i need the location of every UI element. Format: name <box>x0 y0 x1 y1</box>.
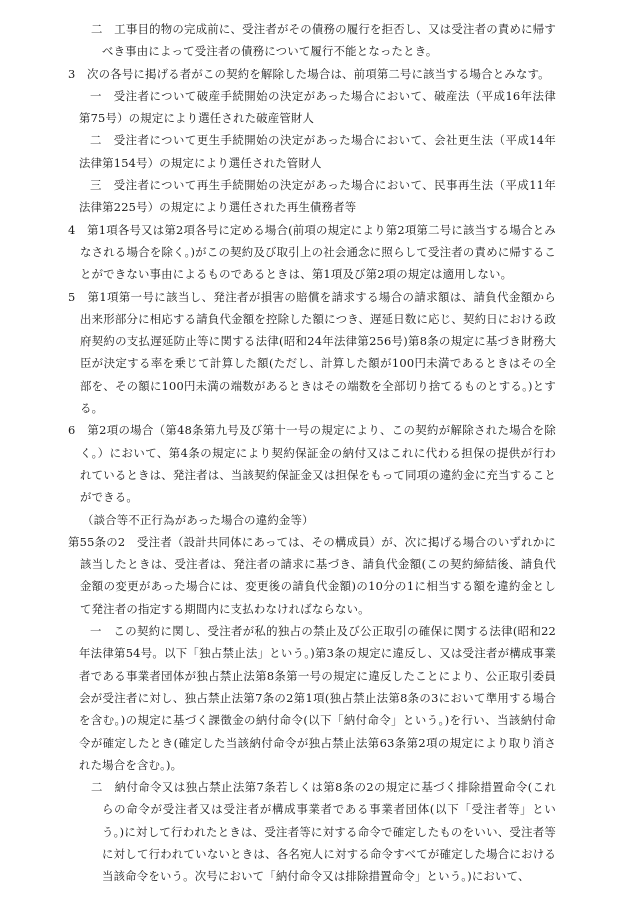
document-page <box>68 18 557 888</box>
paragraph-5 <box>68 286 556 420</box>
paragraph-text: 第2項の場合（第48条第九号及び第十一号の規定により、この契約が解除された場合を除く。）において、第4条の規定により契約保証金の納付又はこれに代わる担保の提供が行われているときは、発注者は、当該契約保証金又は担保をもって同項の違約金に充当することができる。 <box>80 423 557 505</box>
sub-item-text: 工事目的物の完成前に、受注者がその債務の履行を拒否し、又は受注者の責めに帰すべき事由によって受注者の債務について履行不能となったとき。 <box>102 22 557 59</box>
sub-item-number: 二 <box>91 22 103 36</box>
sub-item-number: 二 <box>90 133 102 148</box>
article-55-2 <box>68 531 556 620</box>
paragraph-text: 第1項第一号に該当し、発注者が損害の賠償を請求する場合の請求額は、請負代金額から出来形部分に相応する請負代金額を控除した額につき、遅延日数に応じ、契約日における政府契約の支払遅延防止等に関する法律(昭和24年法律第256号)第8条の規定に基づき財務大臣が決定する率を乗じて計算した額(ただし、計算した額が100円未満であるときはその全部を、その額に100円未満の端数があるときはその端数を全部切り捨てるものとする。)とする。 <box>80 289 557 416</box>
sub-item-2 <box>79 18 556 63</box>
paragraph-6 <box>68 419 556 508</box>
article-text: 受注者（設計共同体にあっては、その構成員）が、次に掲げる場合のいずれかに該当したときは、受注者は、発注者の請求に基づき、請負代金額(この契約締結後、請負代金額の変更があった場合には、変更後の請負代金額)の10分の1に相当する額を違約金として発注者の指定する期間内に支払わなければならない。 <box>80 534 556 616</box>
sub-item-text: 受注者について更生手続開始の決定があった場合において、会社更生法（平成14年法律第154号）の規定により選任された管財人 <box>79 133 556 170</box>
sub-item-number: 二 <box>91 780 103 795</box>
article-caption <box>82 509 556 531</box>
paragraph-text: 第1項各号又は第2項各号に定める場合(前項の規定により第2項第二号に該当する場合とみなされる場合を除く。)がこの契約及び取引上の社会通念に照らして受注者の責めに帰することができない事由によるものであるときは、第1項及び第2項の規定は適用しない。 <box>80 222 557 282</box>
sub-item-1 <box>79 85 556 130</box>
sub-item-number: 三 <box>90 178 102 193</box>
paragraph-number: 5 <box>68 289 76 304</box>
sub-item-number: 一 <box>90 88 102 103</box>
paragraph-3 <box>68 63 556 85</box>
sub-item-text: 受注者について破産手続開始の決定があった場合において、破産法（平成16年法律第75号）の規定により選任された破産管財人 <box>79 88 556 126</box>
sub-item-number: 一 <box>90 624 102 639</box>
paragraph-number: 6 <box>68 423 76 438</box>
sub-item-text: 受注者について再生手続開始の決定があった場合において、民事再生法（平成11年法律第225号）の規定により選任された再生債務者等 <box>79 178 556 215</box>
article-sub-item-2 <box>79 776 556 887</box>
sub-item-2b <box>79 129 556 174</box>
sub-item-text: 納付命令又は独占禁止法第7条若しくは第8条の2の規定に基づく排除措置命令(これらの命令が受注者又は受注者が構成事業者である事業者団体(以下「受注者等」という。)に対して行われたときは、受注者等に対する命令で確定したものをいい、受注者等に対して行われていないときは、各名宛人に対する命令すべてが確定した場合における当該命令をいう。次号において「納付命令又は排除措置命令」という。)において、 <box>102 780 556 884</box>
paragraph-4 <box>68 219 556 286</box>
paragraph-number: 3 <box>68 66 76 81</box>
sub-item-text: この契約に関し、受注者が私的独占の禁止及び公正取引の確保に関する法律(昭和22年法律第54号。以下「独占禁止法」という。)第3条の規定に違反し、又は受注者が構成事業者である事業者団体が独占禁止法第8条第一号の規定に違反したことにより、公正取引委員会が受注者に対し、独占禁止法第7条の2第1項(独占禁止法第8条の3において準用する場合を含む。)の規定に基づく課徴金の納付命令(以下「納付命令」という。)を行い、当該納付命令が確定したとき(確定した当該納付命令が独占禁止法第63条第2項の規定により取り消された場合を含む。)。 <box>79 624 556 772</box>
article-sub-item-1 <box>79 620 556 776</box>
sub-item-3 <box>79 174 556 219</box>
article-caption-text: （談合等不正行為があった場合の違約金等） <box>82 512 314 527</box>
article-number: 第55条の2 <box>68 534 126 549</box>
paragraph-number: 4 <box>68 222 76 237</box>
paragraph-text: 次の各号に掲げる者がこの契約を解除した場合は、前項第二号に該当する場合とみなす。 <box>87 66 550 81</box>
